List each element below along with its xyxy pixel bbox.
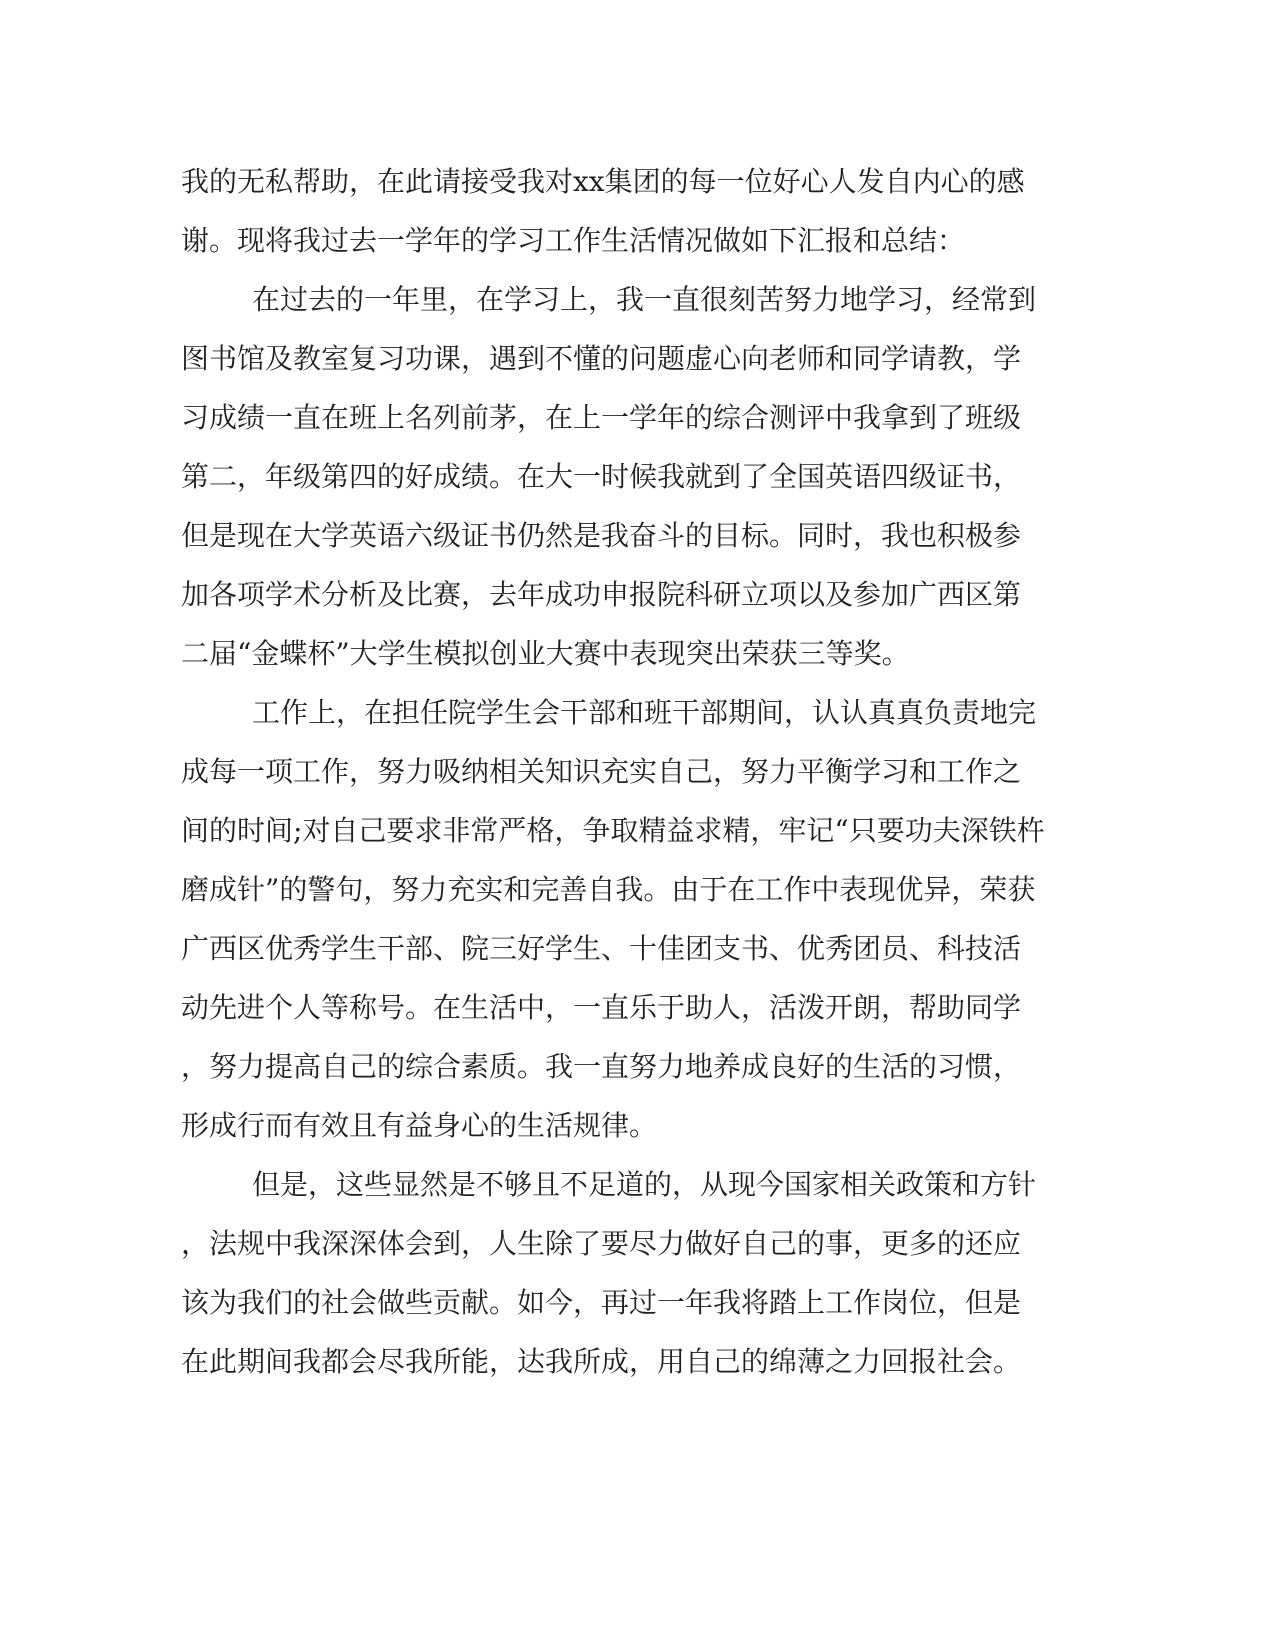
paragraph-4-line-3: 该为我们的社会做些贡献。如今，再过一年我将踏上工作岗位，但是 — [181, 1286, 1022, 1319]
paragraph-4-line-4: 在此期间我都会尽我所能，达我所成，用自己的绵薄之力回报社会。 — [181, 1345, 1022, 1378]
paragraph-2-line-3: 习成绩一直在班上名列前茅，在上一学年的综合测评中我拿到了班级 — [181, 401, 1022, 434]
paragraph-3-line-5: 广西区优秀学生干部、院三好学生、十佳团支书、优秀团员、科技活 — [181, 932, 1022, 965]
paragraph-4-line-2: ，法规中我深深体会到，人生除了要尽力做好自己的事，更多的还应 — [181, 1227, 1022, 1260]
paragraph-2-line-1: 在过去的一年里，在学习上，我一直很刻苦努力地学习，经常到 — [252, 283, 1037, 316]
paragraph-1-line-1: 我的无私帮助，在此请接受我对xx集团的每一位好心人发自内心的感 — [181, 165, 1025, 198]
paragraph-3-line-3: 间的时间;对自己要求非常严格，争取精益求精，牢记“只要功夫深铁杵 — [181, 814, 1045, 847]
paragraph-2-line-4: 第二，年级第四的好成绩。在大一时候我就到了全国英语四级证书， — [181, 460, 1022, 493]
paragraph-4-line-1: 但是，这些显然是不够且不足道的，从现今国家相关政策和方针 — [252, 1168, 1037, 1201]
paragraph-3-line-7: ，努力提高自己的综合素质。我一直努力地养成良好的生活的习惯， — [181, 1050, 1022, 1083]
paragraph-3-line-8: 形成行而有效且有益身心的生活规律。 — [181, 1109, 658, 1142]
paragraph-3-line-2: 成每一项工作，努力吸纳相关知识充实自己，努力平衡学习和工作之 — [181, 755, 1022, 788]
paragraph-2-line-5: 但是现在大学英语六级证书仍然是我奋斗的目标。同时，我也积极参 — [181, 519, 1022, 552]
paragraph-3-line-6: 动先进个人等称号。在生活中，一直乐于助人，活泼开朗，帮助同学 — [181, 991, 1022, 1024]
paragraph-3-line-1: 工作上，在担任院学生会干部和班干部期间，认认真真负责地完 — [252, 696, 1037, 729]
paragraph-1-line-2: 谢。现将我过去一学年的学习工作生活情况做如下汇报和总结： — [181, 224, 966, 257]
paragraph-2-line-7: 二届“金蝶杯”大学生模拟创业大赛中表现突出荣获三等奖。 — [181, 637, 910, 670]
paragraph-2-line-6: 加各项学术分析及比赛，去年成功申报院科研立项以及参加广西区第 — [181, 578, 1022, 611]
paragraph-3-line-4: 磨成针”的警句，努力充实和完善自我。由于在工作中表现优异，荣获 — [181, 873, 1036, 906]
paragraph-2-line-2: 图书馆及教室复习功课，遇到不懂的问题虚心向老师和同学请教，学 — [181, 342, 1022, 375]
